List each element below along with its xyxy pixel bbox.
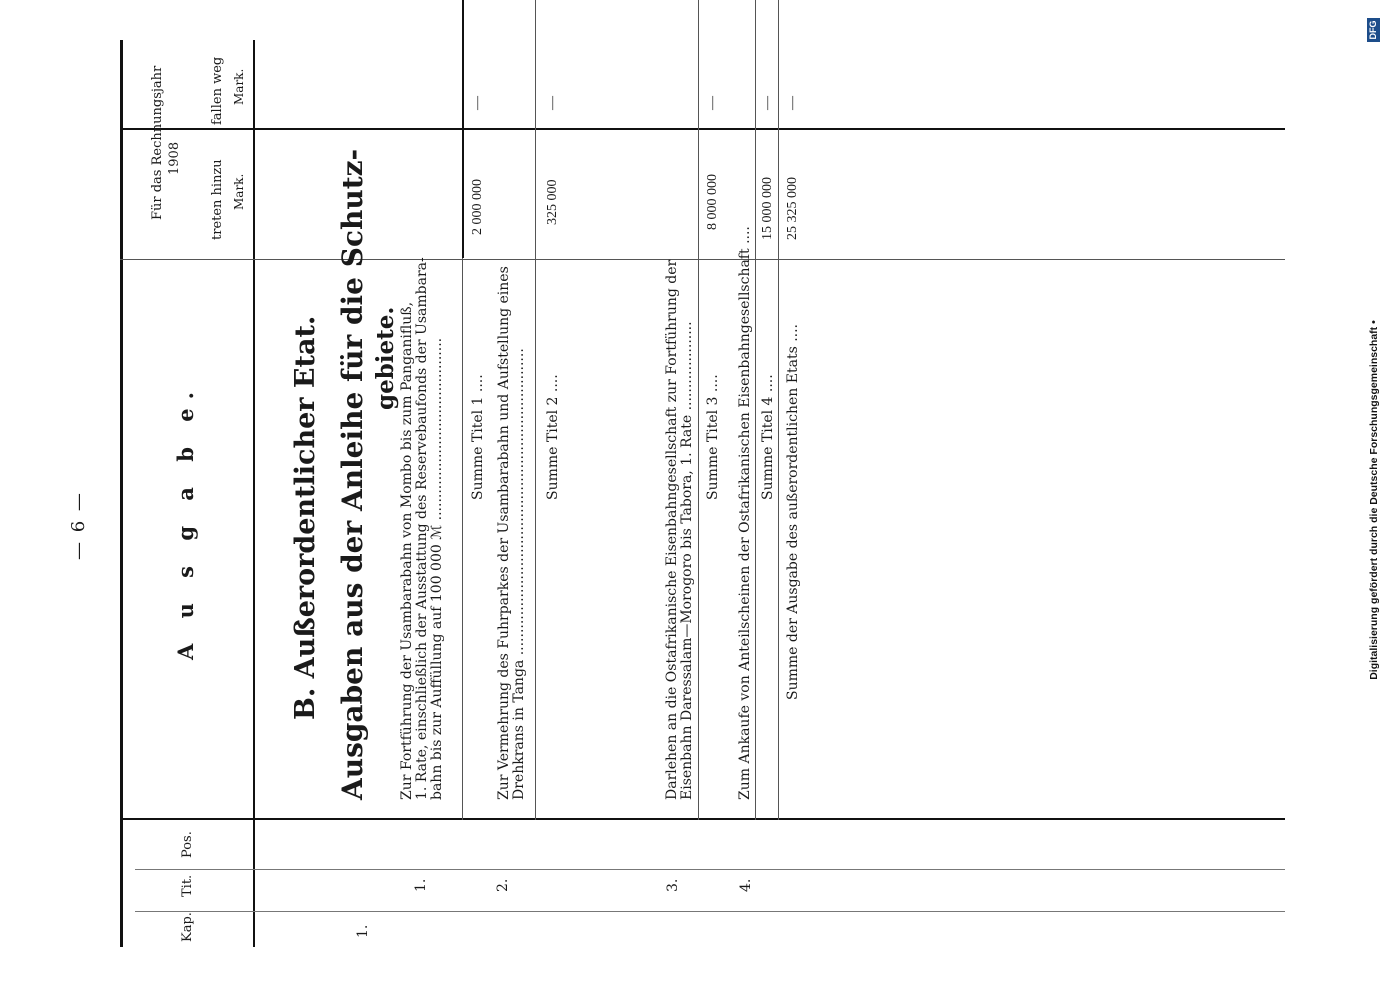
item-text-line: Zum Ankaufe von Anteilscheinen der Ostafrikanischen Eisenbahngesellschaft .... [737, 226, 753, 800]
row-rule-thick [462, 0, 464, 258]
sum-label: Summe Titel 1 .... [470, 374, 486, 500]
col-pos: Pos. [180, 831, 195, 858]
fiscal-year: 1908 [167, 141, 182, 175]
remove-amount: — [470, 96, 485, 110]
total-label: Summe der Ausgabe des außerordentlichen Etats .... [785, 323, 801, 700]
item-text-line: Drehkrans in Tanga ..................................................................... [511, 348, 527, 800]
sum-label: Summe Titel 3 .... [705, 374, 721, 500]
label-column-divider [120, 818, 1285, 820]
add-amount: 325 000 [545, 179, 560, 225]
tit-divider [135, 869, 1285, 870]
section-title: B. Außerordentlicher Etat. [290, 315, 321, 720]
item-text-line: 1. Rate, einschließlich der Ausstattung des Reservebaufonds der Usambara- [414, 257, 430, 800]
add-amount: 15 000 000 [760, 177, 775, 240]
digitization-credit: Digitalisierung gefördert durch die Deutsche Forschungsgemeinschaft • [1368, 320, 1380, 680]
page-heading: A u s g a b e. [173, 383, 198, 660]
section-subtitle: Ausgaben aus der Anleihe für die Schutz- [336, 148, 369, 800]
kapitel-number: 1. [355, 924, 371, 938]
section-subtitle-cont: gebiete. [372, 306, 399, 410]
dfg-logo: DFG [1367, 18, 1380, 42]
col-tit: Tit. [180, 874, 195, 897]
total-remove-amount: — [785, 96, 800, 110]
fiscal-subdivider [120, 259, 1285, 260]
item-text-line: bahn bis zur Auffüllung auf 100 000 ℳ ......................................... [429, 337, 445, 800]
titel-number: 4. [738, 878, 754, 892]
titel-number: 3. [665, 878, 681, 892]
remove-amount: — [545, 96, 560, 110]
remove-amount: — [760, 96, 775, 110]
table-top-rule [120, 40, 123, 947]
total-rule [778, 0, 779, 820]
col-kap: Kap. [180, 912, 195, 942]
remove-amount: — [705, 96, 720, 110]
fiscal-year-header: Für das Rechnungsjahr [150, 65, 165, 220]
item-text-line: Darlehen an die Ostafrikanische Eisenbahngesellschaft zur Fortführung der [664, 259, 680, 800]
item-text-line: Zur Vermehrung des Fuhrparkes der Usambarabahn und Aufstellung eines [496, 266, 512, 800]
remove-column-unit: Mark. [232, 68, 246, 105]
table-header-rule [253, 40, 255, 947]
sum-label: Summe Titel 2 .... [545, 374, 561, 500]
add-amount: 8 000 000 [705, 174, 720, 230]
add-amount: 2 000 000 [470, 179, 485, 235]
add-column-label: treten hinzu [210, 159, 225, 240]
fiscal-column-divider [120, 128, 1285, 130]
page-number: — 6 — [68, 491, 89, 560]
item-text-line: Eisenbahn Daressalam—Morogoro bis Tabora, 1. Rate .................... [679, 321, 695, 800]
titel-number: 2. [495, 878, 511, 892]
add-column-unit: Mark. [232, 173, 246, 210]
row-rule [535, 0, 536, 820]
titel-number: 1. [413, 878, 429, 892]
row-rule [755, 0, 756, 820]
row-rule [698, 0, 699, 820]
kap-divider [135, 911, 1285, 912]
sum-label: Summe Titel 4 .... [760, 374, 776, 500]
remove-column-label: fallen weg [210, 56, 225, 125]
total-add-amount: 25 325 000 [785, 177, 800, 240]
item-text-line: Zur Fortführung der Usambarabahn von Mombo bis zum Panganifluß, [399, 301, 415, 800]
